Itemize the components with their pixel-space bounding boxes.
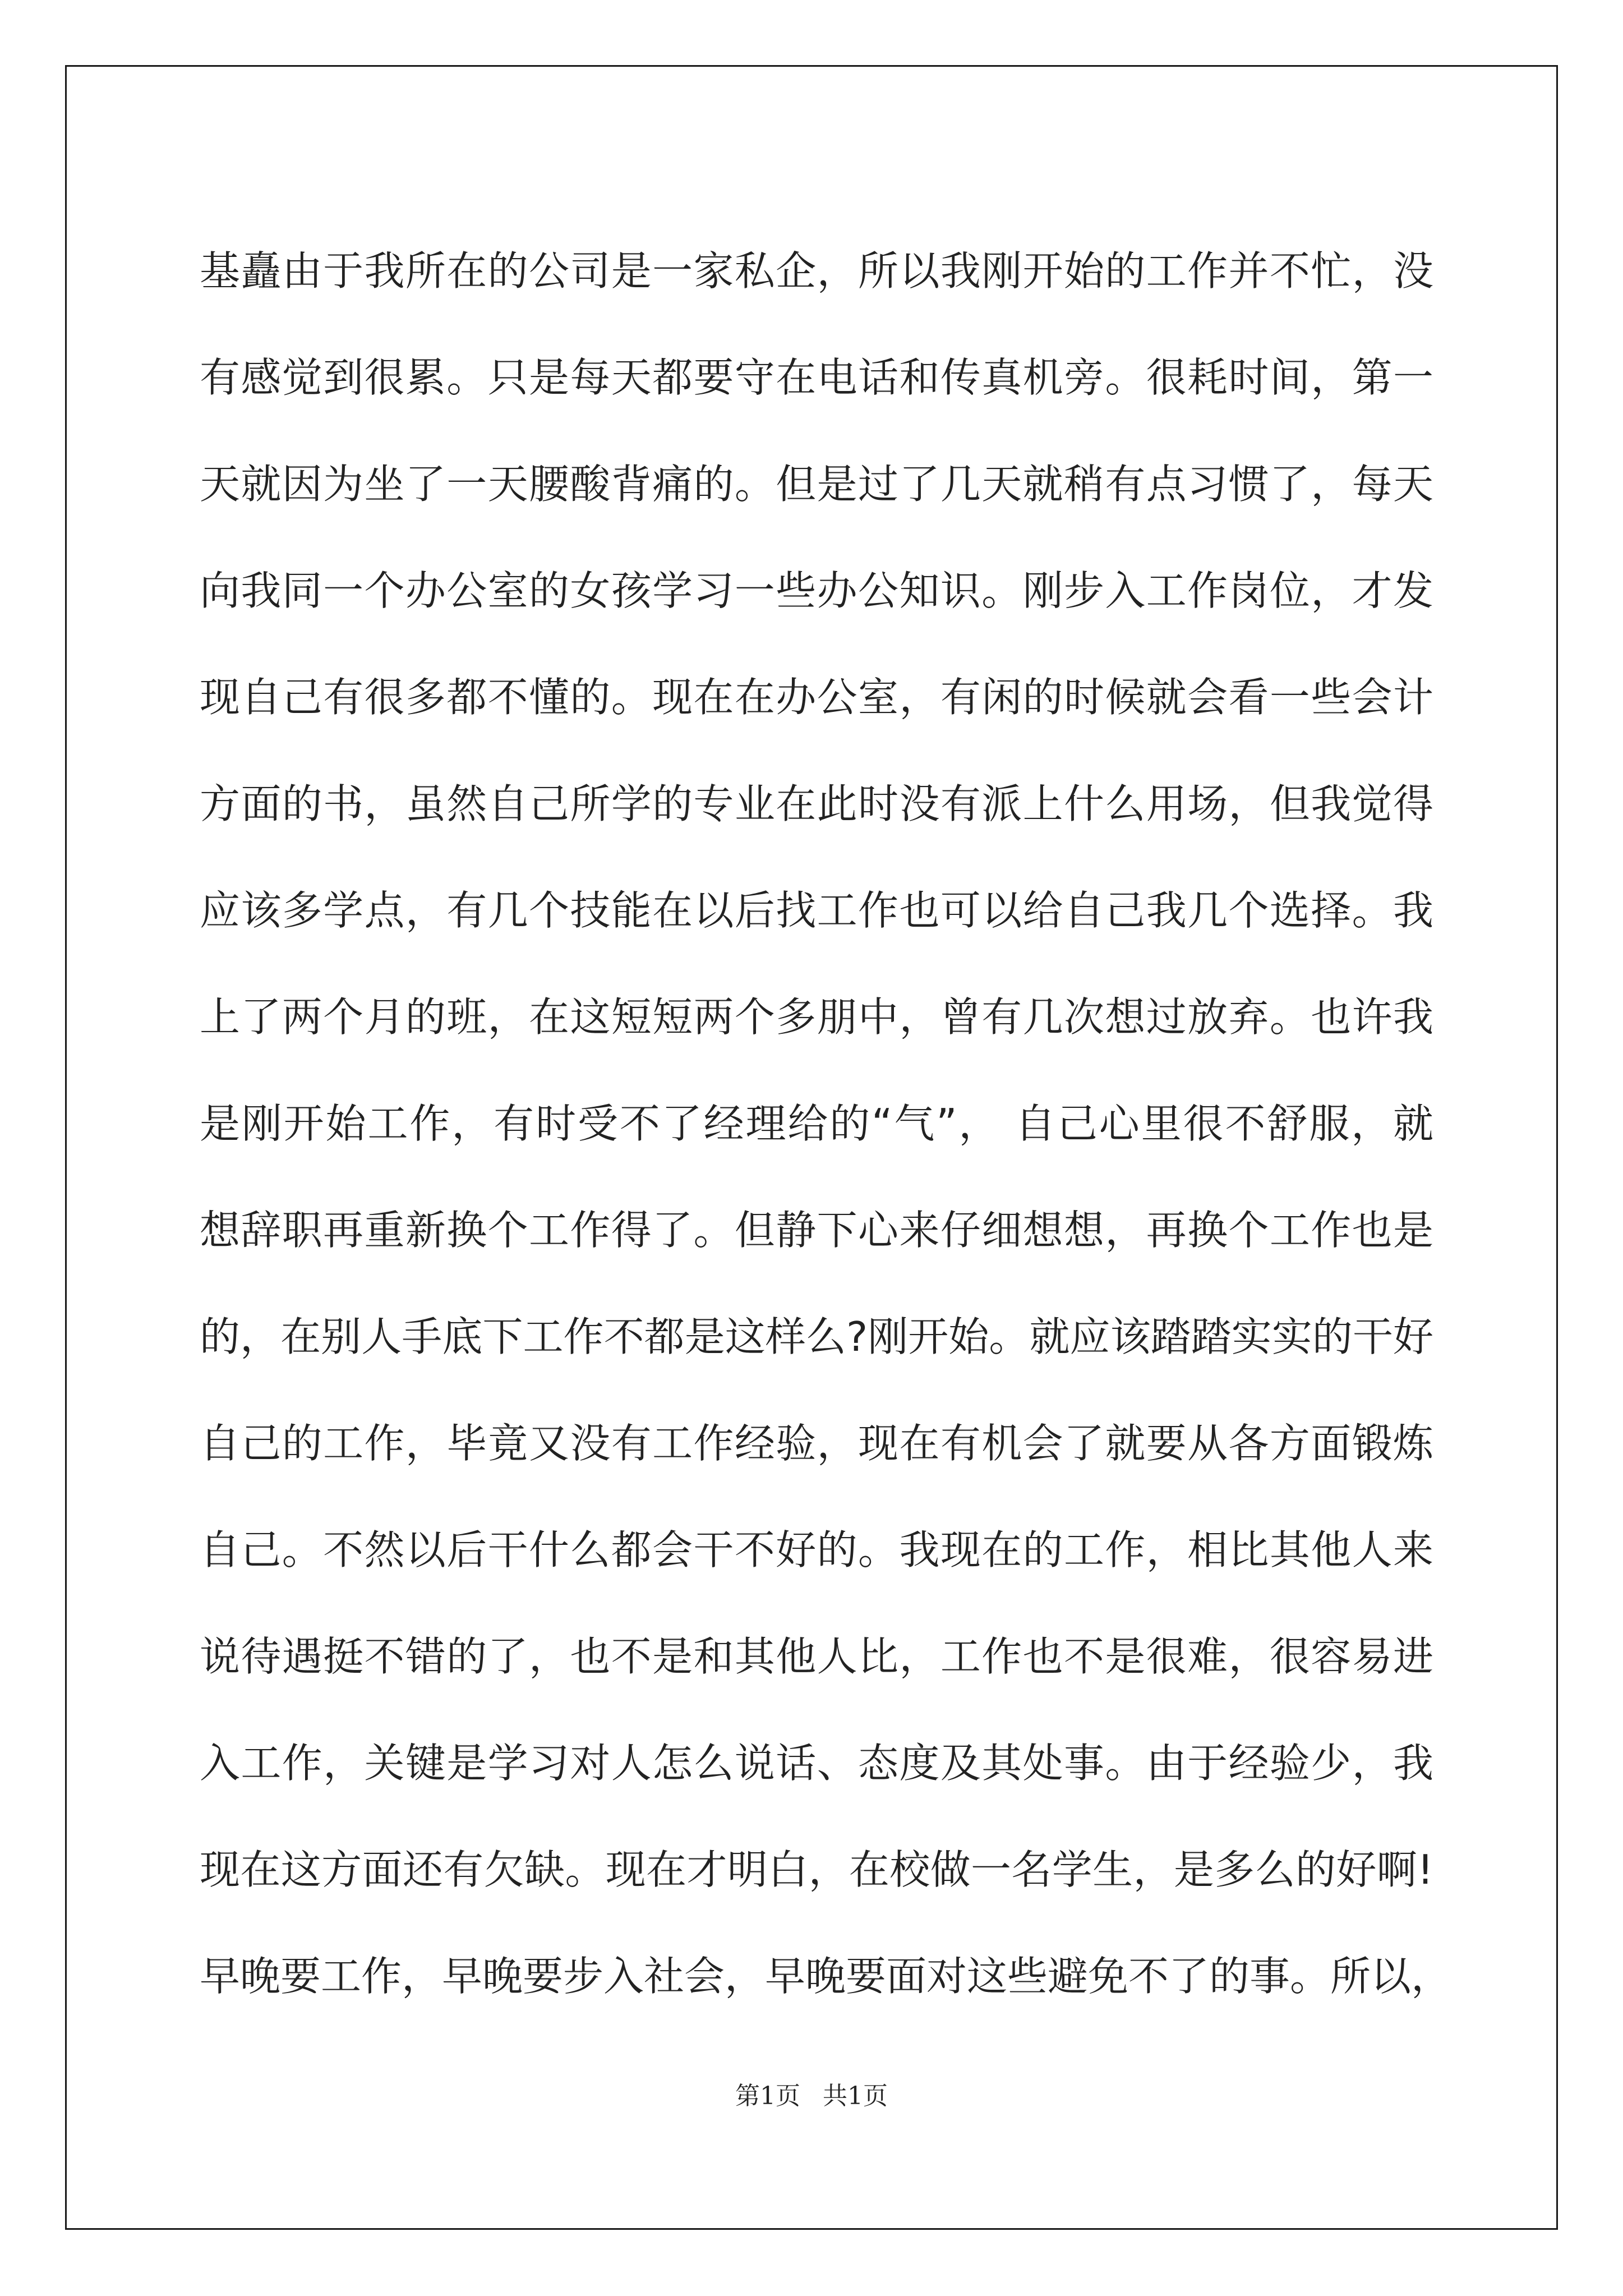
text-line-6: 方面的书，虽然自己所学的专业在此时没有派上什么用场，但我觉得	[200, 780, 1433, 827]
text-line-3: 天就因为坐了一天腰酸背痛的。但是过了几天就稍有点习惯了，每天	[200, 461, 1433, 508]
text-line-8: 上了两个月的班，在这短短两个多朋中，曾有几次想过放弃。也许我	[200, 993, 1433, 1041]
text-line-15: 入工作，关键是学习对人怎么说话、态度及其处事。由于经验少，我	[200, 1740, 1433, 1787]
text-line-2: 有感觉到很累。只是每天都要守在电话和传真机旁。很耗时间，第一	[200, 354, 1433, 401]
document-body	[200, 218, 1452, 2030]
text-line-13: 自己。不然以后干什么都会干不好的。我现在的工作，相比其他人来	[200, 1526, 1433, 1573]
page-number-total: 共1页	[823, 2082, 888, 2110]
page-number-current: 第1页	[735, 2082, 800, 2110]
text-line-16: 现在这方面还有欠缺。现在才明白，在校做一名学生，是多么的好啊!	[200, 1846, 1433, 1893]
text-line-5: 现自己有很多都不懂的。现在在办公室，有闲的时候就会看一些会计	[200, 674, 1433, 721]
text-line-10: 想辞职再重新换个工作得了。但静下心来仔细想想，再换个工作也是	[200, 1207, 1433, 1254]
text-line-11: 的，在别人手底下工作不都是这样么?刚开始。就应该踏踏实实的干好	[200, 1313, 1433, 1360]
text-line-17: 早晚要工作，早晚要步入社会，早晚要面对这些避免不了的事。所以，	[200, 1953, 1452, 2000]
text-line-9: 是刚开始工作，有时受不了经理给的“气”， 自己心里很不舒服，就	[200, 1100, 1433, 1147]
text-line-12: 自己的工作，毕竟又没有工作经验，现在有机会了就要从各方面锻炼	[200, 1420, 1433, 1467]
text-line-14: 说待遇挺不错的了，也不是和其他人比，工作也不是很难，很容易进	[200, 1633, 1433, 1680]
page-footer	[0, 2076, 1623, 2111]
text-line-1: 基矗由于我所在的公司是一家私企，所以我刚开始的工作并不忙，没	[200, 247, 1433, 295]
text-line-4: 向我同一个办公室的女孩学习一些办公知识。刚步入工作岗位，才发	[200, 567, 1433, 614]
text-line-7: 应该多学点，有几个技能在以后找工作也可以给自己我几个选择。我	[200, 887, 1433, 934]
